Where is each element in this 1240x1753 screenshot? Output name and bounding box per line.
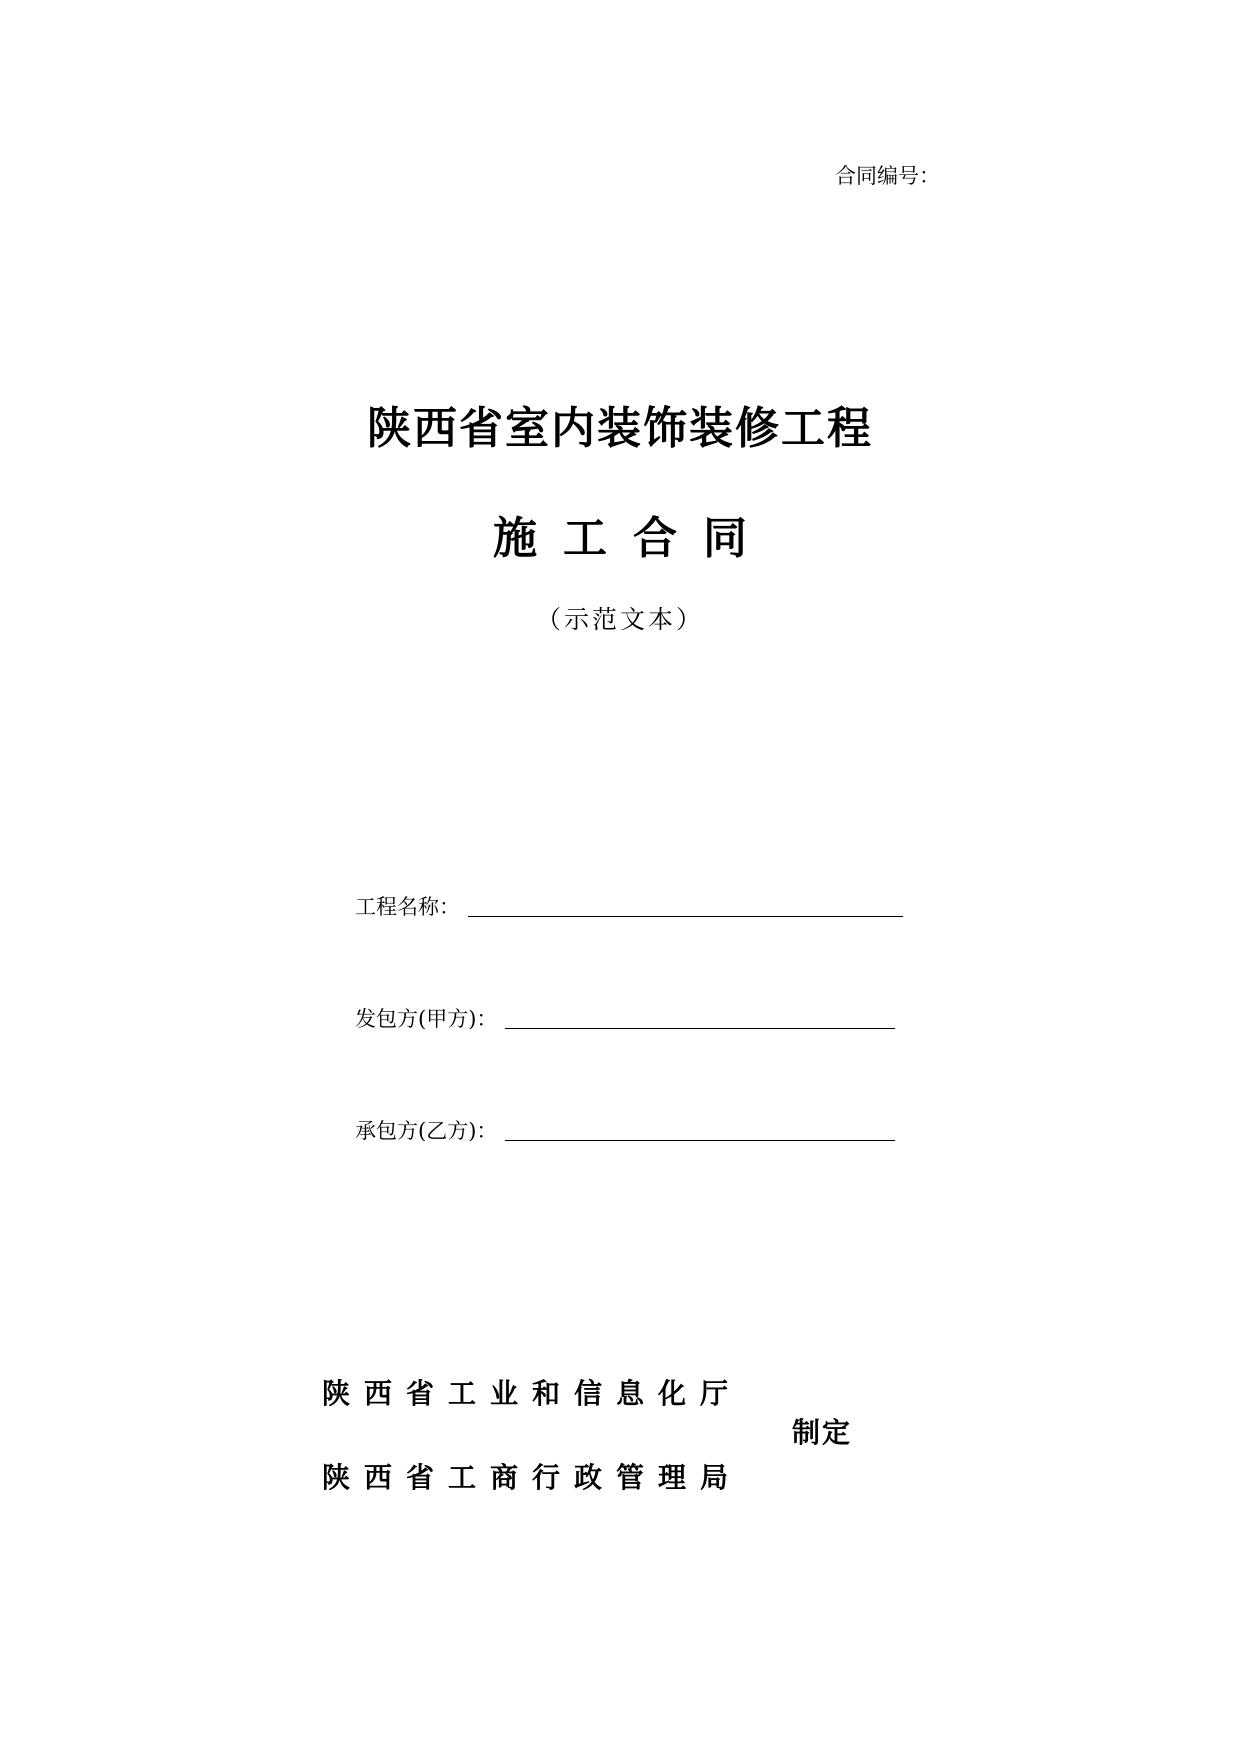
issuer-industry-dept: 陕西省工业和信息化厅 xyxy=(322,1377,743,1410)
project-name-field xyxy=(355,886,903,920)
contractor-field xyxy=(355,1110,895,1144)
employer-label: 发包方(甲方)： xyxy=(355,1007,498,1031)
issued-by-label: 制定 xyxy=(792,1416,853,1449)
document-subtitle: （示范文本） xyxy=(535,605,704,634)
issuer-commerce-bureau: 陕西省工商行政管理局 xyxy=(322,1461,743,1494)
contract-number-label: 合同编号： xyxy=(835,164,940,188)
employer-field xyxy=(355,998,895,1032)
contractor-blank-line xyxy=(505,1116,895,1141)
document-title: 陕西省室内装饰装修工程 xyxy=(367,403,873,454)
contractor-label: 承包方(乙方)： xyxy=(355,1119,498,1143)
project-name-blank-line xyxy=(468,892,903,917)
project-name-label: 工程名称： xyxy=(355,895,460,919)
document-title-contract: 施工合同 xyxy=(493,513,773,564)
employer-blank-line xyxy=(505,1004,895,1029)
